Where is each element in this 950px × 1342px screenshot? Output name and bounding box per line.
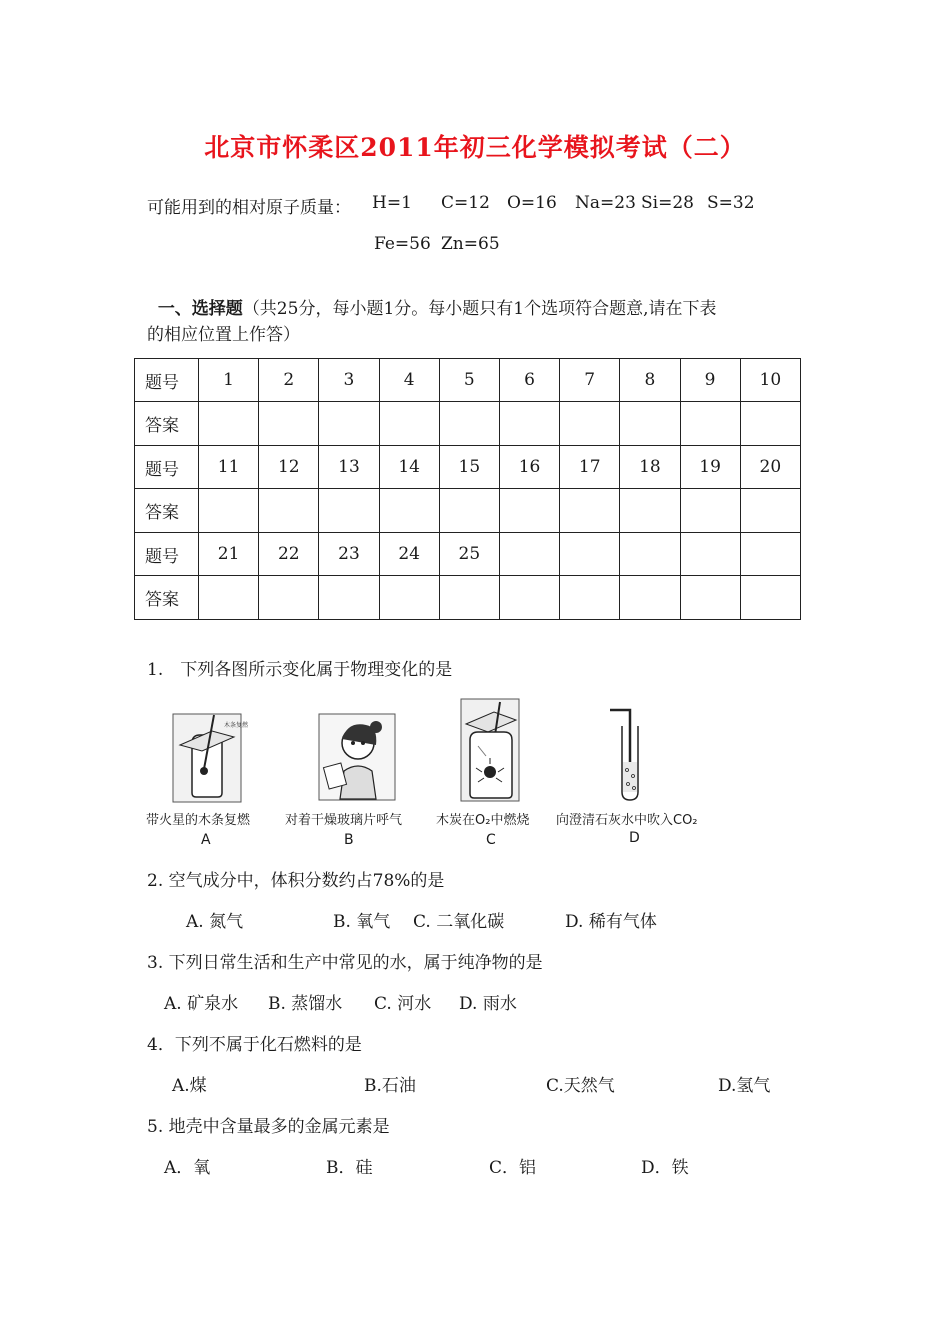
option[interactable]: A. 矿泉水 bbox=[164, 994, 239, 1014]
answer-table bbox=[134, 358, 801, 620]
figure-caption: 木炭在O₂中燃烧 bbox=[436, 813, 530, 828]
a-label: 答案 bbox=[135, 402, 199, 446]
q-number: 8 bbox=[620, 359, 680, 402]
atomic-mass-label: 可能用到的相对原子质量： bbox=[147, 198, 351, 218]
figure-letter: C bbox=[486, 832, 496, 848]
atomic-mass-item: Na=23 bbox=[575, 193, 636, 213]
q-number: 20 bbox=[740, 446, 800, 489]
answer-cell[interactable] bbox=[499, 489, 559, 533]
answer-cell[interactable] bbox=[439, 489, 499, 533]
q-label: 题号 bbox=[135, 359, 199, 402]
figure-letter: D bbox=[629, 830, 640, 846]
answer-cell[interactable] bbox=[319, 402, 379, 446]
table-row bbox=[135, 402, 801, 446]
q-number: 4 bbox=[379, 359, 439, 402]
q-number: 13 bbox=[319, 446, 379, 489]
answer-cell[interactable] bbox=[259, 576, 319, 620]
section-title: 一、选择题 bbox=[157, 299, 243, 319]
q-number: 19 bbox=[680, 446, 740, 489]
option[interactable]: D．铁 bbox=[641, 1158, 689, 1178]
option[interactable]: B. 氧气 bbox=[333, 912, 391, 932]
option[interactable]: C．铝 bbox=[489, 1158, 537, 1178]
q-number: 17 bbox=[560, 446, 620, 489]
q-number: 21 bbox=[199, 533, 259, 576]
answer-cell[interactable] bbox=[439, 576, 499, 620]
q-number: 10 bbox=[740, 359, 800, 402]
answer-cell[interactable] bbox=[319, 489, 379, 533]
option[interactable]: A．氧 bbox=[164, 1158, 211, 1178]
q-number bbox=[560, 533, 620, 576]
page-title: 北京市怀柔区2011年初三化学模拟考试（二） bbox=[204, 133, 746, 162]
answer-cell[interactable] bbox=[620, 576, 680, 620]
a-label: 答案 bbox=[135, 489, 199, 533]
q-number: 5 bbox=[439, 359, 499, 402]
atomic-mass-item: H=1 bbox=[372, 193, 412, 213]
figure-letter: A bbox=[201, 832, 211, 848]
figure-d-test-tube bbox=[606, 704, 654, 802]
answer-cell[interactable] bbox=[680, 576, 740, 620]
atomic-mass-item: C=12 bbox=[441, 193, 490, 213]
figure-letter: B bbox=[344, 832, 354, 848]
atomic-mass-item: Zn=65 bbox=[441, 234, 500, 254]
q-number: 22 bbox=[259, 533, 319, 576]
answer-cell[interactable] bbox=[379, 576, 439, 620]
q-number: 3 bbox=[319, 359, 379, 402]
answer-cell[interactable] bbox=[439, 402, 499, 446]
table-row bbox=[135, 576, 801, 620]
figure-a-bottle-splint bbox=[172, 713, 249, 803]
answer-cell[interactable] bbox=[499, 402, 559, 446]
question-stem: 5. 地壳中含量最多的金属元素是 bbox=[147, 1117, 390, 1137]
option[interactable]: A.煤 bbox=[172, 1076, 207, 1096]
option[interactable]: C.天然气 bbox=[546, 1076, 615, 1096]
option[interactable]: B. 蒸馏水 bbox=[268, 994, 343, 1014]
option[interactable]: C. 河水 bbox=[374, 994, 432, 1014]
option[interactable]: A. 氮气 bbox=[186, 912, 244, 932]
option[interactable]: C. 二氧化碳 bbox=[413, 912, 505, 932]
option[interactable]: D. 雨水 bbox=[459, 994, 517, 1014]
answer-cell[interactable] bbox=[680, 489, 740, 533]
a-label: 答案 bbox=[135, 576, 199, 620]
q-number: 9 bbox=[680, 359, 740, 402]
figure-caption: 带火星的木条复燃 bbox=[146, 813, 251, 828]
table-row bbox=[135, 489, 801, 533]
q-number: 2 bbox=[259, 359, 319, 402]
section-desc: （共25分，每小题1分。每小题只有1个选项符合题意,请在下表 bbox=[242, 299, 717, 319]
atomic-mass-item: S=32 bbox=[707, 193, 755, 213]
q-number: 12 bbox=[259, 446, 319, 489]
svg-text:木条复燃: 木条复燃 bbox=[224, 722, 249, 729]
answer-cell[interactable] bbox=[740, 402, 800, 446]
answer-cell[interactable] bbox=[560, 402, 620, 446]
q-number: 23 bbox=[319, 533, 379, 576]
figure-caption: 向澄清石灰水中吹入CO₂ bbox=[556, 813, 698, 828]
option[interactable]: B.石油 bbox=[364, 1076, 416, 1096]
question-stem: 4．下列不属于化石燃料的是 bbox=[147, 1035, 362, 1055]
answer-cell[interactable] bbox=[199, 402, 259, 446]
answer-cell[interactable] bbox=[740, 489, 800, 533]
option[interactable]: B．硅 bbox=[326, 1158, 373, 1178]
table-row bbox=[135, 446, 801, 489]
section-heading bbox=[147, 274, 716, 319]
q-number bbox=[740, 533, 800, 576]
answer-cell[interactable] bbox=[379, 489, 439, 533]
q-number bbox=[499, 533, 559, 576]
atomic-mass-item: Si=28 bbox=[641, 193, 694, 213]
figure-caption: 对着干燥玻璃片呼气 bbox=[285, 813, 403, 828]
q-number: 24 bbox=[379, 533, 439, 576]
q-number: 16 bbox=[499, 446, 559, 489]
q-number: 25 bbox=[439, 533, 499, 576]
q-label: 题号 bbox=[135, 533, 199, 576]
answer-cell[interactable] bbox=[560, 576, 620, 620]
q-number: 14 bbox=[379, 446, 439, 489]
q-number bbox=[680, 533, 740, 576]
answer-cell[interactable] bbox=[560, 489, 620, 533]
figure-b-girl-glass bbox=[318, 713, 396, 801]
q-label: 题号 bbox=[135, 446, 199, 489]
answer-cell[interactable] bbox=[259, 402, 319, 446]
answer-cell[interactable] bbox=[199, 489, 259, 533]
atomic-mass-item: O=16 bbox=[507, 193, 557, 213]
q-number: 11 bbox=[199, 446, 259, 489]
table-row bbox=[135, 533, 801, 576]
answer-cell[interactable] bbox=[259, 489, 319, 533]
option[interactable]: D.氢气 bbox=[718, 1076, 771, 1096]
q-number: 7 bbox=[560, 359, 620, 402]
q-number: 18 bbox=[620, 446, 680, 489]
answer-cell[interactable] bbox=[199, 576, 259, 620]
question-stem: 1. 下列各图所示变化属于物理变化的是 bbox=[147, 660, 453, 680]
answer-cell[interactable] bbox=[499, 576, 559, 620]
table-row bbox=[135, 359, 801, 402]
q-number: 6 bbox=[499, 359, 559, 402]
q-number: 15 bbox=[439, 446, 499, 489]
answer-cell[interactable] bbox=[620, 489, 680, 533]
atomic-mass-item: Fe=56 bbox=[374, 234, 431, 254]
question-stem: 2. 空气成分中，体积分数约占78%的是 bbox=[147, 871, 445, 891]
q-number: 1 bbox=[199, 359, 259, 402]
answer-cell[interactable] bbox=[319, 576, 379, 620]
option[interactable]: D. 稀有气体 bbox=[565, 912, 657, 932]
section-desc-cont: 的相应位置上作答） bbox=[147, 325, 300, 345]
q-number bbox=[620, 533, 680, 576]
question-stem: 3. 下列日常生活和生产中常见的水，属于纯净物的是 bbox=[147, 953, 543, 973]
figure-c-charcoal-jar bbox=[460, 698, 520, 802]
answer-cell[interactable] bbox=[379, 402, 439, 446]
answer-cell[interactable] bbox=[620, 402, 680, 446]
answer-cell[interactable] bbox=[740, 576, 800, 620]
answer-cell[interactable] bbox=[680, 402, 740, 446]
